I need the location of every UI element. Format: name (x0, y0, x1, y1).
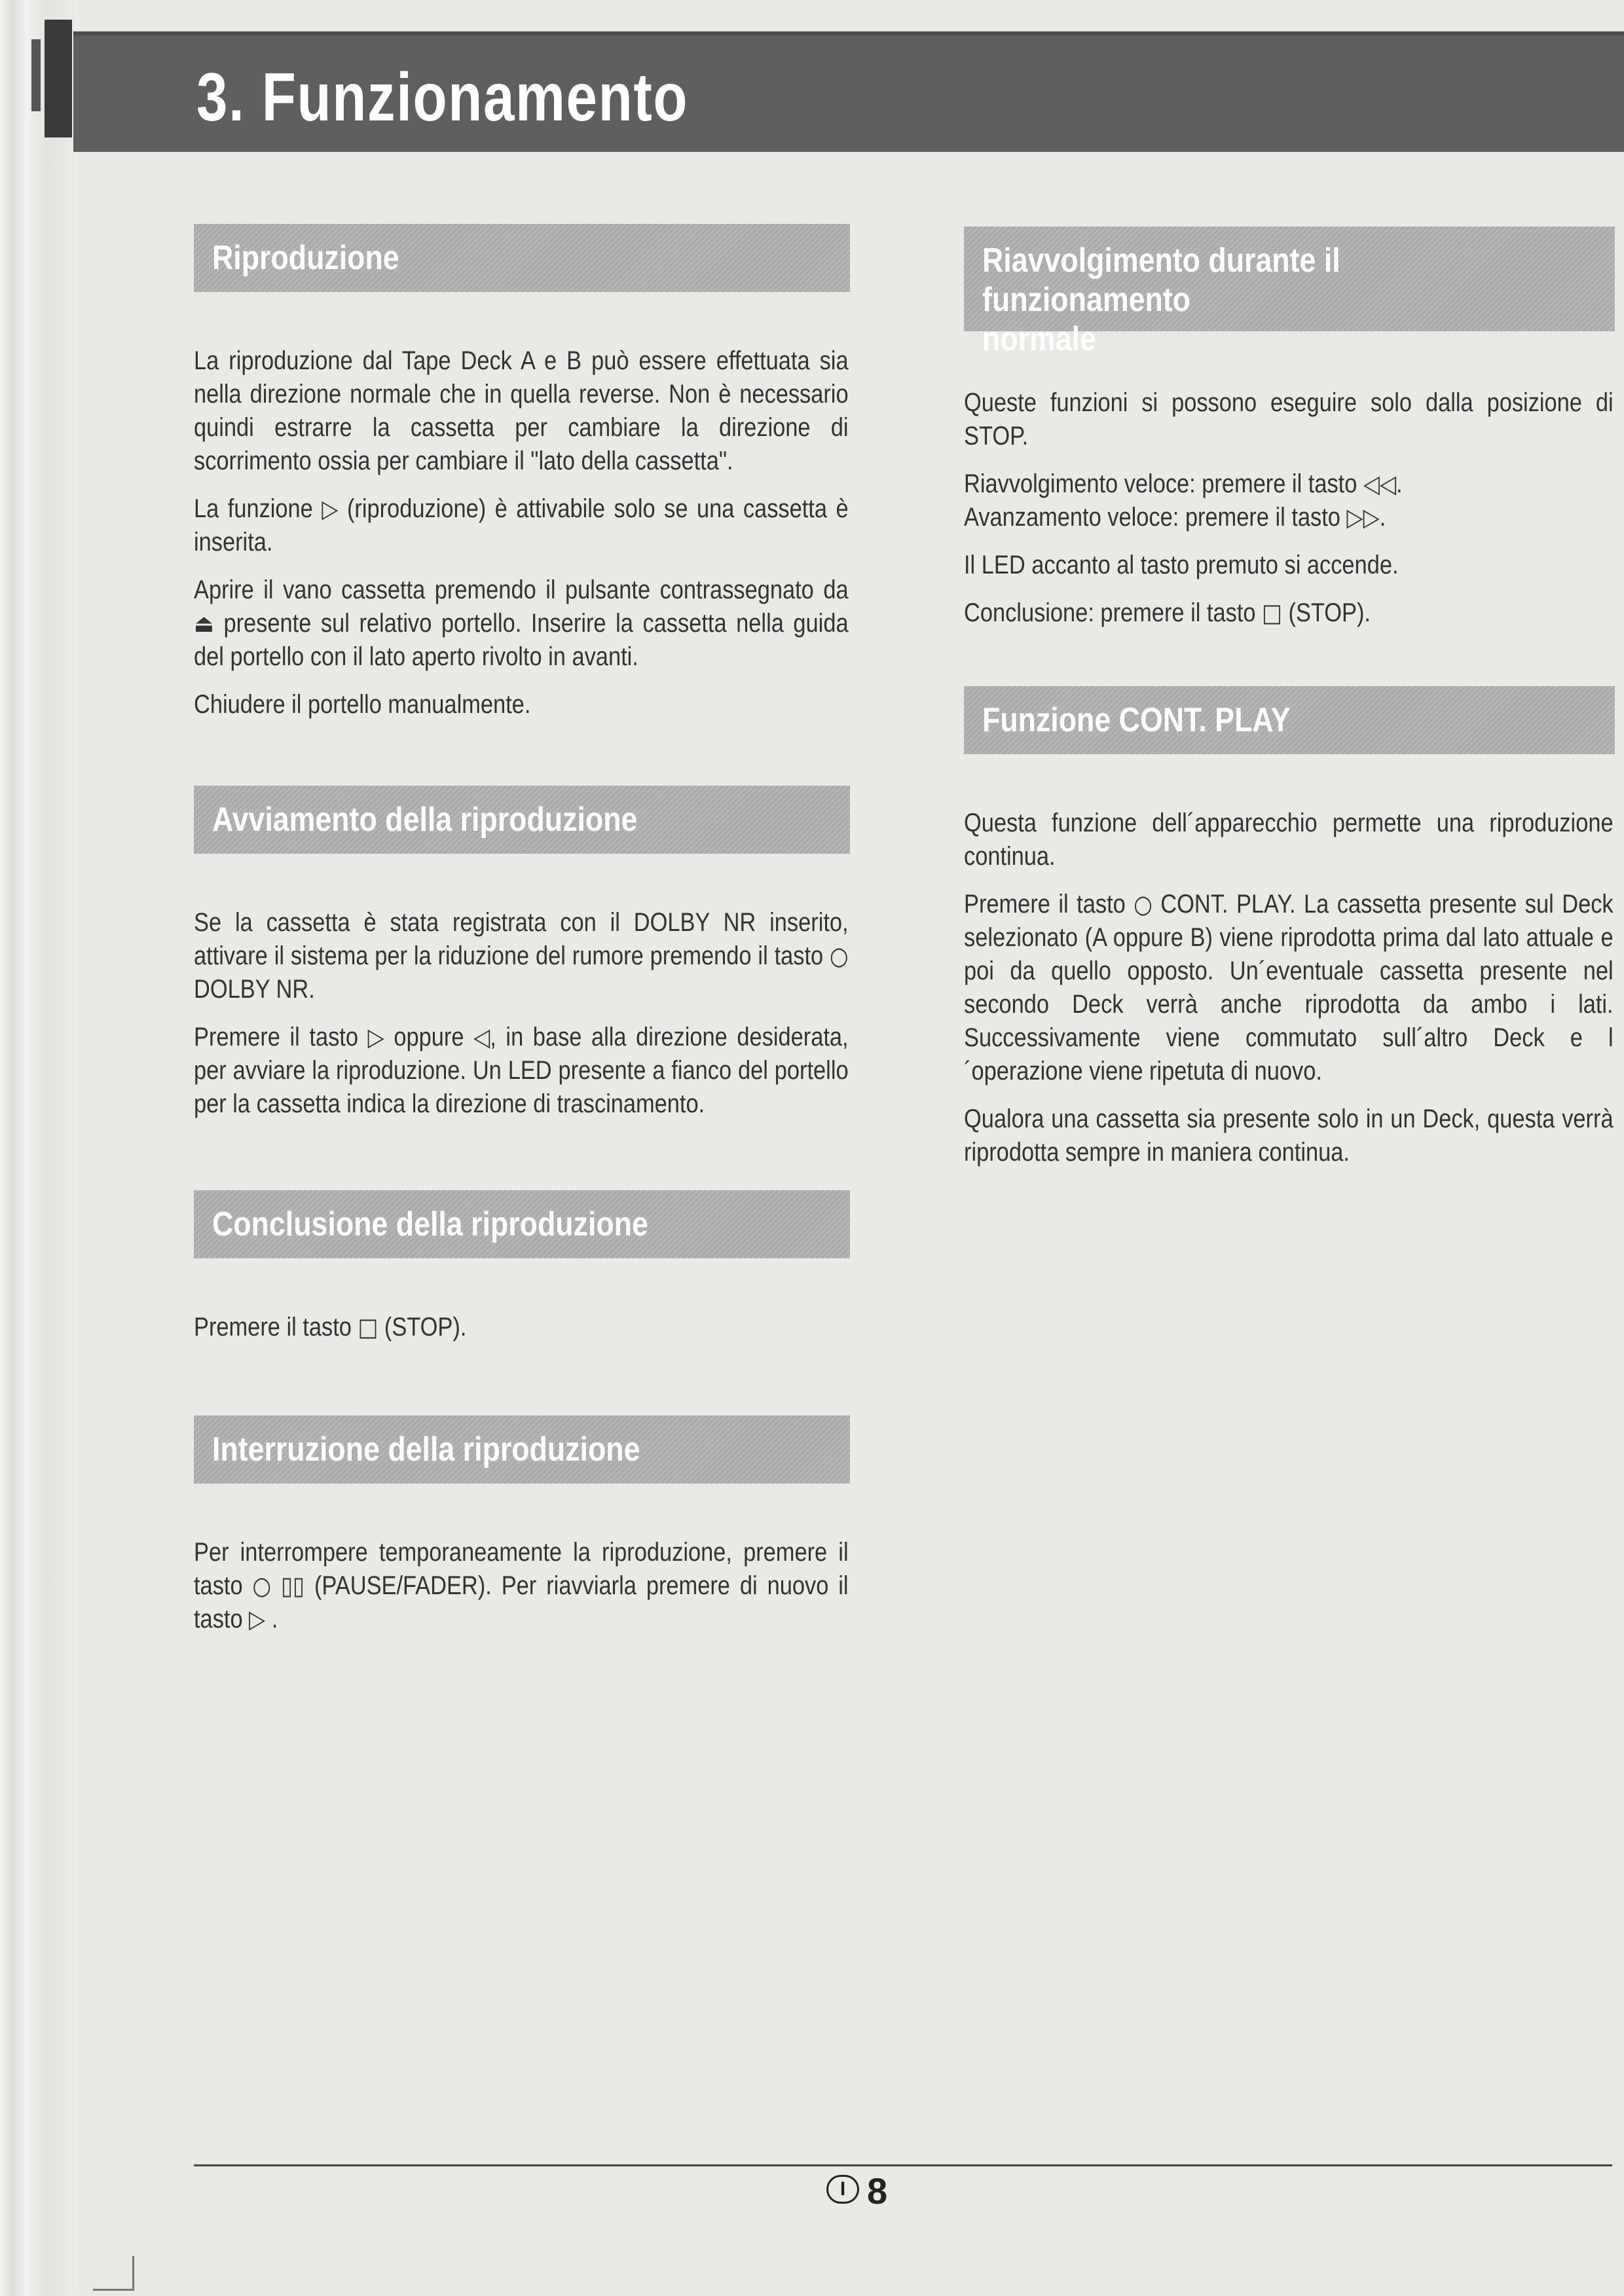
text-riavvolgimento (964, 386, 1615, 644)
heading-riavvolgimento-text: Riavvolgimento durante il funzionamento normale (982, 242, 1340, 358)
heading-interruzione (194, 1415, 850, 1484)
play-icon: ▷ (367, 1023, 384, 1051)
circle-button-icon: ○ (1134, 890, 1153, 919)
paragraph: Chiudere il portello manualmente. (194, 690, 531, 719)
page-number: 8 (867, 2170, 888, 2212)
text-conclusione (194, 1311, 850, 1358)
paragraph: Se la cassetta è stata registrata con il DOLBY NR inserito, attivare il sistema per la riduzione del rumore premendo il tasto ○ DOLBY NR. (194, 908, 849, 1004)
circle-button-icon: ○ (830, 941, 849, 970)
paragraph: Per interrompere temporaneamente la riproduzione, premere il tasto ○ ▯▯ (PAUSE/FADER). Per riavviarla premere di nuovo il tasto ▷ . (194, 1536, 849, 1636)
binding-mark (45, 20, 72, 137)
paragraph: Il LED accanto al tasto premuto si accende. (964, 551, 1399, 579)
play-icon: ▷ (249, 1605, 266, 1633)
paragraph: La funzione ▷ (riproduzione) è attivabile solo se una cassetta è inserita. (194, 492, 849, 559)
text-riproduzione (194, 344, 850, 736)
paragraph: Riavvolgimento veloce: premere il tasto ◁◁. (964, 467, 1614, 501)
heading-interruzione-text: Interruzione della riproduzione (212, 1430, 640, 1468)
paragraph: Aprire il vano cassetta premendo il pulsante contrassegnato da ⏏ presente sul relativo portello. Inserire la cassetta nella guida del portello con il lato aperto rivolto in avanti. (194, 575, 849, 671)
text-interruzione (194, 1536, 850, 1650)
pause-icon: ▯▯ (281, 1571, 305, 1600)
play-icon: ▷ (322, 494, 339, 523)
fast-forward-icon: ▷▷ (1346, 503, 1380, 532)
text-contplay (964, 807, 1615, 1184)
binding-strip (0, 0, 79, 2296)
heading-avviamento (194, 786, 850, 854)
heading-conclusione (194, 1190, 850, 1258)
paragraph: Premere il tasto ○ CONT. PLAY. La cassetta presente sul Deck selezionato (A oppure B) viene riprodotta prima dal lato attuale e poi da quello opposto. Un´eventuale cassetta presente nel secondo Deck verrà anche riprodotta da ambo i lati. Successivamente viene commutato sull´altro Deck e l´operazione viene ripetuta di nuovo. (964, 888, 1614, 1088)
paragraph: Queste funzioni si possono eseguire solo dalla posizione di STOP. (964, 388, 1614, 450)
binding-mark (31, 39, 41, 111)
circle-button-icon: ○ (252, 1571, 272, 1600)
paragraph: Avanzamento veloce: premere il tasto ▷▷. (964, 501, 1614, 534)
paragraph: La riproduzione dal Tape Deck A e B può essere effettuata sia nella direzione normale che in quella reverse. Non è necessario quindi estrarre la cassetta per cambiare la direzione di scorrimento ossia per cambiare il "lato della cassetta". (194, 346, 849, 475)
stop-icon: □ (358, 1313, 378, 1341)
language-badge: I (826, 2175, 859, 2204)
footer-rule (194, 2164, 1612, 2166)
heading-contplay-text: Funzione CONT. PLAY (982, 701, 1291, 739)
paragraph: Conclusione: premere il tasto □ (STOP). (964, 596, 1614, 630)
heading-riproduzione (194, 224, 850, 292)
paragraph: Premere il tasto ▷ oppure ◁, in base alla direzione desiderata, per avviare la riproduzione. Un LED presente a fianco del portello per la cassetta indica la direzione di trascinamento. (194, 1021, 849, 1121)
paragraph: Premere il tasto □ (STOP). (194, 1311, 849, 1344)
stop-icon: □ (1262, 598, 1282, 627)
reverse-play-icon: ◁ (473, 1023, 490, 1051)
eject-icon: ⏏ (194, 609, 214, 638)
heading-avviamento-text: Avviamento della riproduzione (212, 801, 638, 839)
paragraph: Questa funzione dell´apparecchio permette una riproduzione continua. (964, 809, 1614, 871)
heading-riproduzione-text: Riproduzione (212, 239, 399, 277)
heading-riavvolgimento (964, 227, 1615, 358)
text-avviamento (194, 906, 850, 1135)
heading-conclusione-text: Conclusione della riproduzione (212, 1205, 648, 1243)
corner-mark (93, 2256, 134, 2291)
rewind-icon: ◁◁ (1363, 469, 1397, 498)
chapter-title: 3. Funzionamento (196, 60, 689, 136)
heading-contplay (964, 686, 1615, 754)
paragraph: Qualora una cassetta sia presente solo in un Deck, questa verrà riprodotta sempre in maniera continua. (964, 1104, 1614, 1167)
